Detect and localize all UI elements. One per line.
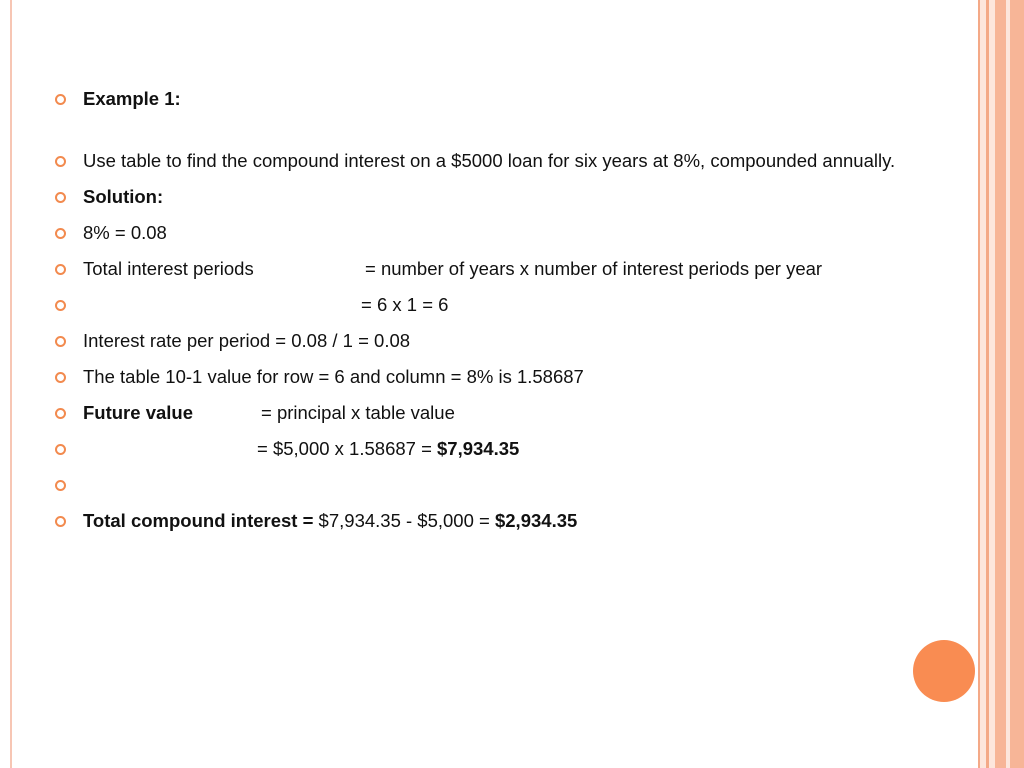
circle-bullet-icon	[55, 300, 66, 311]
circle-bullet-icon	[55, 264, 66, 275]
future-value-calc: = $5,000 x 1.58687 =	[257, 438, 438, 459]
periods-formula: = number of years x number of interest periods per year	[365, 258, 823, 279]
rate-conversion: 8% = 0.08	[83, 222, 167, 243]
future-value-formula: = principal x table value	[261, 402, 455, 423]
list-item	[55, 400, 935, 426]
future-value-result: $7,934.35	[437, 438, 520, 459]
periods-result: = 6 x 1 = 6	[361, 294, 449, 315]
circle-bullet-icon	[55, 372, 66, 383]
total-interest-result: $2,934.35	[494, 510, 578, 531]
list-item	[55, 472, 935, 498]
total-interest-label: Total compound interest =	[83, 510, 314, 531]
circle-bullet-icon	[55, 444, 66, 455]
stripe	[995, 0, 1006, 768]
list-item	[55, 292, 935, 318]
table-value-text: The table 10-1 value for row = 6 and column = 8% is 1.58687	[83, 366, 584, 387]
example-heading: Example 1:	[83, 88, 181, 109]
circle-bullet-icon	[55, 336, 66, 347]
left-border-line	[10, 0, 12, 768]
total-interest-calc: $7,934.35 - $5,000 =	[313, 510, 495, 531]
bullet-list	[55, 86, 935, 544]
list-item	[55, 86, 935, 112]
future-value-label: Future value	[83, 402, 193, 423]
list-item	[55, 436, 935, 462]
circle-bullet-icon	[55, 94, 66, 105]
periods-label: Total interest periods	[83, 258, 254, 279]
circle-bullet-icon	[55, 408, 66, 419]
circle-bullet-icon	[55, 516, 66, 527]
circle-bullet-icon	[55, 228, 66, 239]
rate-per-period: Interest rate per period = 0.08 / 1 = 0.08	[83, 330, 411, 351]
list-item	[55, 148, 935, 174]
stripe	[1010, 0, 1024, 768]
circle-bullet-icon	[55, 192, 66, 203]
circle-bullet-icon	[55, 156, 66, 167]
list-item	[55, 184, 935, 210]
list-item	[55, 508, 935, 534]
circle-bullet-icon	[55, 480, 66, 491]
list-item	[55, 220, 935, 246]
decorative-circle	[913, 640, 975, 702]
problem-text: Use table to find the compound interest on a $5000 loan for six years at 8%, compounded annually.	[83, 150, 896, 171]
list-item	[55, 328, 935, 354]
right-decorative-stripes	[978, 0, 1024, 768]
list-item	[55, 364, 935, 390]
solution-heading: Solution:	[83, 186, 164, 207]
list-item	[55, 256, 935, 282]
